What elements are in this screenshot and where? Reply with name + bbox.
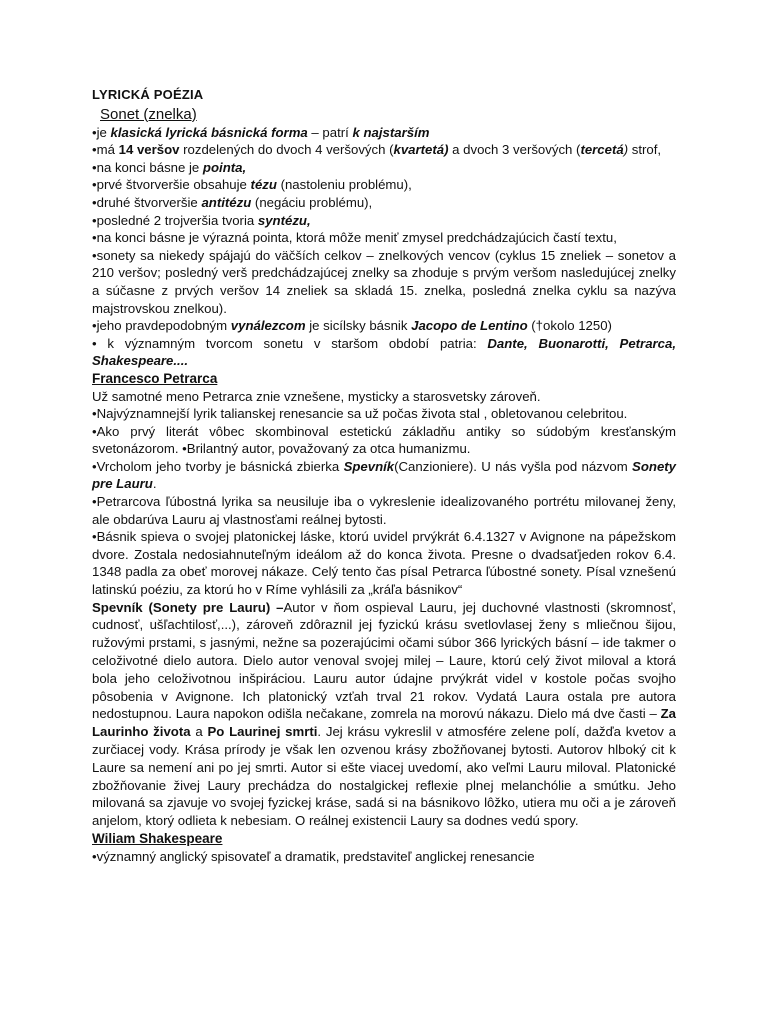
text-run: (Canzioniere). U nás vyšla pod názvom [394,458,633,474]
text-run: je sicílsky básnik [305,318,412,334]
shakespeare-section [92,848,676,866]
paragraph [92,317,676,335]
paragraph [92,388,676,406]
text-run: vynálezcom [230,318,306,334]
paragraph [92,141,676,159]
text-run: •Básnik spieva o svojej platonickej láske, ktorú uvidel prvýkrát 6.4.1327 v Avignone na pápežskom dvore. Zostala nedosiahnuteľným ideálom až do konca života. Presne o dvadsaťjeden rokov 6.4. 1348 padla za obeť morovej nákaze. Celý tento čas písal Petrarca ľúbostné sonety. Písal vznešenú latinskú poéziu, za ktorú ho v Ríme vyhlásili za „kráľa básnikov“ [92,529,676,598]
text-run: Spevník (Sonety pre Lauru) – [92,599,284,615]
text-run: a dvoch 3 veršových ( [448,142,581,158]
text-run: •na konci básne je [92,159,203,175]
text-run: •Vrcholom jeho tvorby je básnická zbierka [92,458,344,474]
text-run: ) [623,142,629,158]
section-heading-shakespeare: Wiliam Shakespeare [92,830,223,846]
text-run: •posledné 2 trojveršia tvoria [92,212,258,228]
text-run: (negáciu problému), [251,194,373,210]
text-run: (nastoleniu problému), [276,177,412,193]
text-run: a [190,724,208,740]
text-run: •Ako prvý literát vôbec skombinoval estetickú základňu antiky so súdobým kresťanským svetonázorom. •Brilantný autor, považovaný za otca humanizmu. [92,423,676,457]
paragraph [92,212,676,230]
text-run: Jacopo de Lentino [411,318,528,334]
paragraph [92,229,676,247]
text-run: •druhé štvorveršie [92,194,202,210]
text-run: Sonety pre Lauru [92,458,676,492]
petrarca-section [92,388,676,830]
text-run: •prvé štvorveršie obsahuje [92,177,251,193]
text-run: – patrí [307,124,353,140]
text-run: kvartetá) [393,142,449,158]
paragraph [92,599,676,830]
text-run: tercetá [580,142,624,158]
text-run: •sonety sa niekedy spájajú do väčších celkov – znelkových vencov (cyklus 15 zneliek – sonetov a 210 veršov; posledný verš predchádzajúcej znelky sa zhoduje s prvým veršom nasledujúcej znelky a súčasne z prvých veršov 14 zneliek sa skladá 15. znelka, posledná znelka cyklu sa nazýva majstrovskou znelkou). [92,247,676,316]
paragraph [92,335,676,370]
text-run: k najstarším [352,124,430,140]
text-run: •má [92,142,119,158]
text-run: tézu [250,177,277,193]
text-run: Už samotné meno Petrarca znie vznešene, mysticky a starosvetsky zároveň. [92,388,541,404]
paragraph [92,458,676,493]
section-heading-sonet: Sonet (znelka) [100,105,197,123]
paragraph [92,176,676,194]
text-run: Spevník [343,458,395,474]
paragraph [92,124,676,142]
text-run: rozdelených do dvoch 4 veršových ( [179,142,394,158]
paragraph [92,247,676,317]
text-run: Po Laurinej smrti [207,724,318,740]
paragraph [92,159,676,177]
text-run: (†okolo 1250) [527,318,612,334]
text-run: . Jej krásu vykreslil v atmosfére zelene polí, dažďa kvetov a zurčiacej vody. Krása prírody je však len ozvenou krásy zbožňovanej bytosti. Autorov hlboký cit k Laure sa nemení ani po jej smrti. Autor si ešte viacej uvedomí, ako veľmi Lauru miloval. Platonické zbožňovanie živej Laury prechádza do nostalgickej reflexie plnej melanchólie a smútku. Jeho milovaná sa zjavuje vo svojej fyzickej kráse, sadá si na básnikovo lôžko, utiera mu oči a je zároveň anjelom, ktorý odlieta k nebesiam. O reálnej existencii Laury sa dodnes vedú spory. [92,724,676,829]
text-run: Autor v ňom ospieval Lauru, jej duchovné vlastnosti (skromnosť, cudnosť, ušľachtilosť,...), zároveň zdôraznil jej fyzickú krásu svetlovlasej ženy s mliečnou šijou, ružovými prstami, s jasnými, nežne sa pozerajúcimi očami súbor 366 lyrických básní – ide takmer o celoživotné dielo autora. Dielo autor venoval svojej milej – Laure, ktorú celý život miloval a ktorá bola jeho celoživotnou inšpiráciou. Lauru autor údajne prvýkrát videl v kostole počas svojho pôsobenia v Avignone. Ich platonický vzťah trval 21 rokov. Vydatá Laura ostala pre autora nedostupnou. Laura napokon odišla nečakane, zomrela na morovú nákazu. Dielo má dve časti – [92,599,676,722]
text-run: Dante, Buonarotti, Petrarca, Shakespeare.... [92,335,676,369]
sonet-section [92,124,676,370]
text-run: •významný anglický spisovateľ a dramatik, predstaviteľ anglickej renesancie [92,848,535,864]
document-title: LYRICKÁ POÉZIA [92,87,204,102]
text-run: •Najvýznamnejší lyrik talianskej renesancie sa už počas života stal , obletovanou celebritou. [92,406,628,422]
text-run: • k významným tvorcom sonetu v staršom období patria: [92,335,488,351]
text-run: strof, [628,142,662,158]
paragraph [92,423,676,458]
paragraph [92,848,676,866]
text-run: •je [92,124,111,140]
text-run: •jeho pravdepodobným [92,318,231,334]
paragraph [92,194,676,212]
text-run: antitézu [201,194,252,210]
text-run: syntézu, [257,212,311,228]
paragraph [92,528,676,598]
text-run: pointa, [202,159,247,175]
text-run: •na konci básne je výrazná pointa, ktorá môže meniť zmysel predchádzajúcich častí textu, [92,230,617,246]
paragraph [92,493,676,528]
text-run: klasická lyrická básnická forma [110,124,308,140]
text-run: . [152,476,157,492]
text-run: •Petrarcova ľúbostná lyrika sa neusiluje iba o vykreslenie idealizovaného portrétu milovanej ženy, ale obdarúva Lauru aj vlastnosťami reálnej bytosti. [92,494,676,527]
text-run: Za Laurinho života [92,706,676,740]
paragraph [92,405,676,423]
section-heading-petrarca: Francesco Petrarca [92,370,218,386]
text-run: 14 veršov [118,142,180,158]
